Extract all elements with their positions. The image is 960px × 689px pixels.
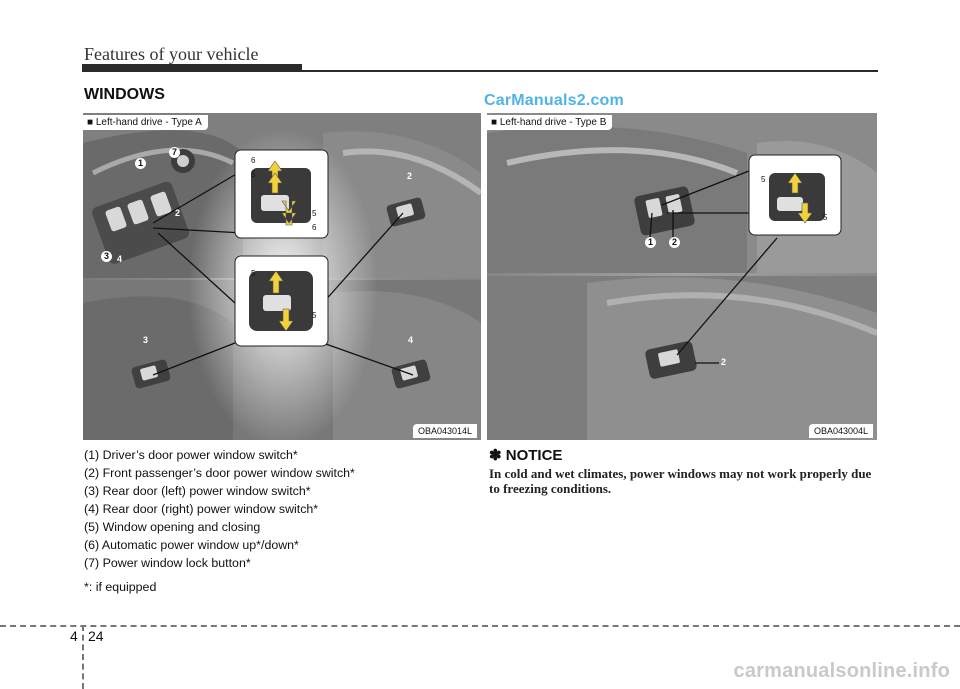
inset-b-num-5a: 5	[761, 175, 766, 184]
figure-a-label: ■ Left-hand drive - Type A	[83, 115, 208, 130]
notice-title: ✽ NOTICE	[489, 447, 563, 464]
figure-type-b	[487, 113, 877, 440]
figure-a-code: OBA043014L	[413, 424, 477, 438]
page-number: 24	[88, 628, 104, 644]
inset-mid-num-5a: 5	[251, 269, 256, 278]
footnote: *: if equipped	[84, 580, 157, 594]
callout-4-driver: 4	[117, 254, 123, 264]
figure-type-a	[83, 113, 481, 440]
callout-2-driver: 2	[175, 208, 181, 218]
callout-4-rear: 4	[408, 335, 414, 345]
header-tab-bar	[82, 64, 302, 72]
caption-item: (7) Power window lock button*	[84, 556, 251, 570]
section-title: WINDOWS	[84, 86, 165, 103]
header-rule	[300, 70, 878, 72]
callout-7: 7	[169, 147, 180, 158]
callout-2-passenger: 2	[407, 171, 413, 181]
figure-b-code: OBA043004L	[809, 424, 873, 438]
footer-divider	[82, 625, 84, 689]
inset-b-num-5b: 5	[823, 213, 828, 222]
callout-1: 1	[135, 158, 146, 169]
inset-top-num-6b: 6	[312, 223, 317, 232]
callout-2-b-upper: 2	[669, 237, 680, 248]
caption-item: (6) Automatic power window up*/down*	[84, 538, 299, 552]
notice-body: In cold and wet climates, power windows may not work properly due to freezing conditions.	[489, 466, 872, 496]
callout-1-b: 1	[645, 237, 656, 248]
inset-top-num-5b: 5	[312, 209, 317, 218]
figure-b-label: ■ Left-hand drive - Type B	[487, 115, 612, 130]
watermark-bottom[interactable]: carmanualsonline.info	[733, 660, 950, 682]
callout-2-b-lower: 2	[721, 357, 727, 367]
caption-item: (5) Window opening and closing	[84, 520, 261, 534]
callout-3-rear: 3	[143, 335, 149, 345]
inset-top-num-5a: 5	[251, 170, 256, 179]
caption-item: (2) Front passenger’s door power window switch*	[84, 466, 355, 480]
footer-rule	[0, 625, 960, 627]
running-header: Features of your vehicle	[84, 44, 259, 64]
inset-top-num-6a: 6	[251, 156, 256, 165]
caption-item: (3) Rear door (left) power window switch*	[84, 484, 311, 498]
caption-list	[84, 446, 355, 572]
watermark-top[interactable]: CarManuals2.com	[484, 92, 624, 109]
chapter-number: 4	[70, 628, 78, 644]
callout-3-driver: 3	[101, 251, 112, 262]
inset-mid-num-5b: 5	[312, 311, 317, 320]
caption-item: (1) Driver’s door power window switch*	[84, 448, 298, 462]
figure-b-illustration	[487, 113, 877, 440]
caption-item: (4) Rear door (right) power window switch*	[84, 502, 319, 516]
